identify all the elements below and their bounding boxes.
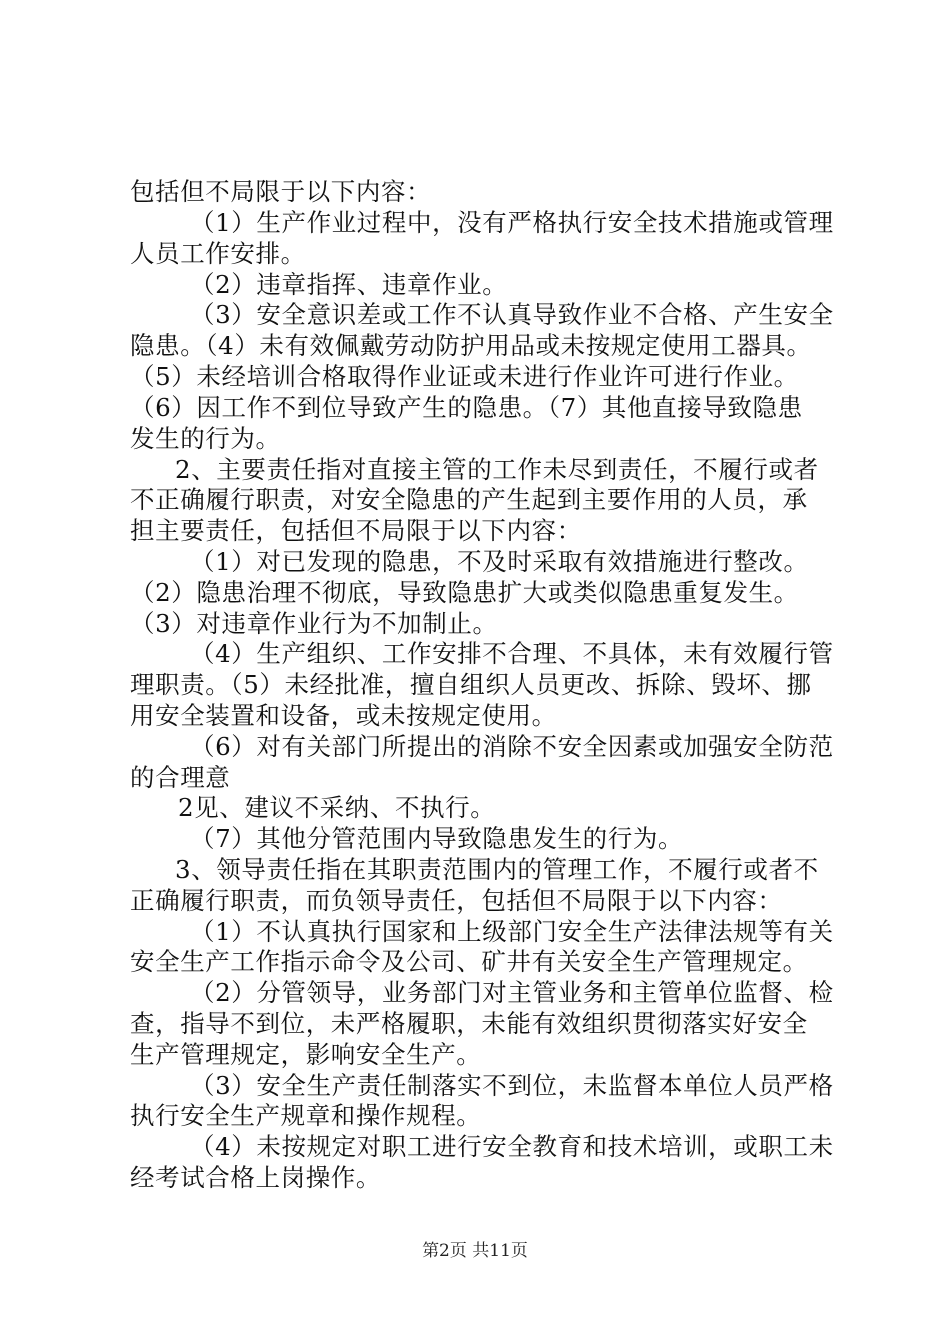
- text-line: （5）未经培训合格取得作业证或未进行作业许可进行作业。: [130, 362, 799, 391]
- text-line: 正确履行职责，而负领导责任，包括但不局限于以下内容：: [130, 886, 783, 915]
- text-line: （3）对违章作业行为不加制止。: [130, 609, 498, 638]
- text-line: （1）不认真执行国家和上级部门安全生产法律法规等有关: [190, 917, 834, 946]
- text-line: 执行安全生产规章和操作规程。: [130, 1101, 482, 1130]
- text-line: 不正确履行职责，对安全隐患的产生起到主要作用的人员，承: [130, 485, 808, 514]
- text-line: 生产管理规定，影响安全生产。: [130, 1040, 482, 1069]
- text-line: （2）分管领导，业务部门对主管业务和主管单位监督、检: [190, 978, 834, 1007]
- text-line: （1）对已发现的隐患，不及时采取有效措施进行整改。: [190, 547, 809, 576]
- text-line: （6）因工作不到位导致产生的隐患。（7）其他直接导致隐患: [130, 393, 803, 422]
- text-line: 发生的行为。: [130, 424, 281, 453]
- text-line: 隐患。（4）未有效佩戴劳动防护用品或未按规定使用工器具。: [130, 331, 812, 360]
- text-line: 包括但不局限于以下内容：: [130, 177, 432, 206]
- text-line: 经考试合格上岗操作。: [130, 1163, 381, 1192]
- text-line: （2）隐患治理不彻底，导致隐患扩大或类似隐患重复发生。: [130, 578, 799, 607]
- text-line: （3）安全生产责任制落实不到位，未监督本单位人员严格: [190, 1071, 834, 1100]
- text-line: （4）生产组织、工作安排不合理、不具体，未有效履行管: [190, 639, 834, 668]
- text-line: （7）其他分管范围内导致隐患发生的行为。: [190, 824, 684, 853]
- text-line: 2、主要责任指对直接主管的工作未尽到责任，不履行或者: [175, 455, 819, 484]
- text-line: 查，指导不到位，未严格履职，未能有效组织贯彻落实好安全: [130, 1009, 808, 1038]
- text-line: 人员工作安排。: [130, 239, 306, 268]
- text-line: 2见、建议不采纳、不执行。: [178, 793, 496, 822]
- text-line: （1）生产作业过程中，没有严格执行安全技术措施或管理: [190, 208, 834, 237]
- text-line: （4）未按规定对职工进行安全教育和技术培训，或职工未: [190, 1132, 834, 1161]
- text-line: 3、领导责任指在其职责范围内的管理工作，不履行或者不: [175, 855, 819, 884]
- text-line: （6）对有关部门所提出的消除不安全因素或加强安全防范: [190, 732, 834, 761]
- text-line: 用安全装置和设备，或未按规定使用。: [130, 701, 557, 730]
- text-line: （2）违章指挥、违章作业。: [190, 270, 508, 299]
- text-line: 的合理意: [130, 763, 231, 792]
- text-line: （3）安全意识差或工作不认真导致作业不合格、产生安全: [190, 300, 834, 329]
- text-line: 担主要责任，包括但不局限于以下内容：: [130, 516, 582, 545]
- text-line: 安全生产工作指示命令及公司、矿井有关安全生产管理规定。: [130, 947, 808, 976]
- page-footer: 第2页 共11页: [422, 1241, 528, 1261]
- text-line: 理职责。（5）未经批准，擅自组织人员更改、拆除、毁坏、挪: [130, 670, 812, 699]
